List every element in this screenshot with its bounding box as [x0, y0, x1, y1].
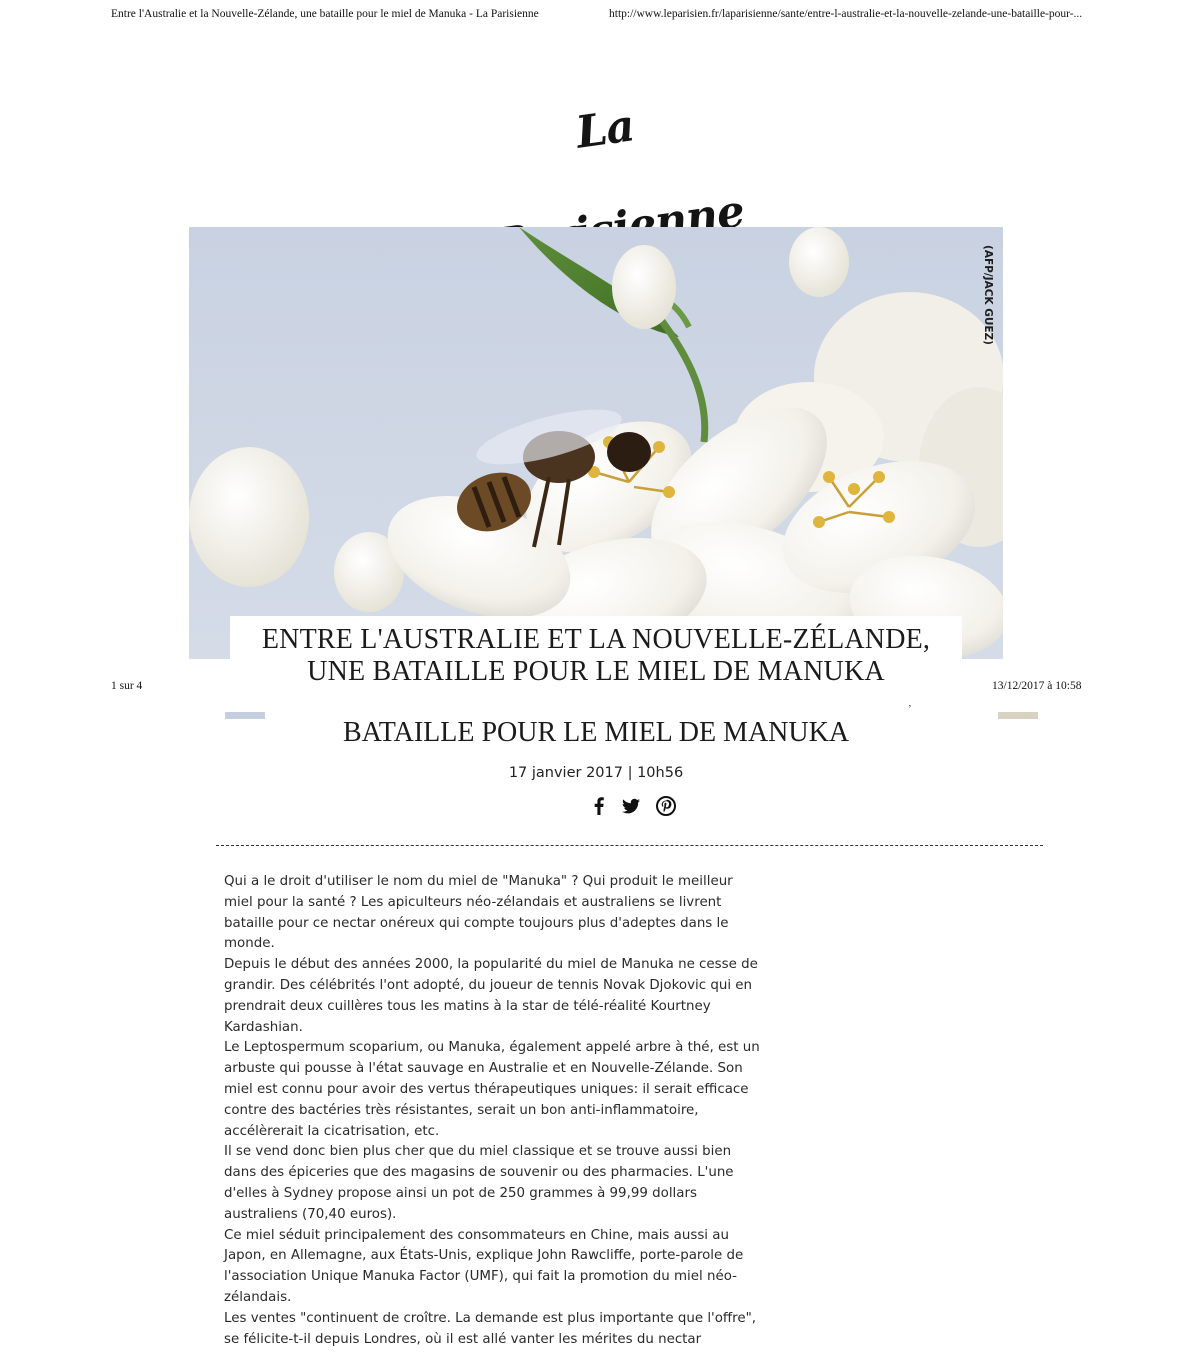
image-remnant-right — [998, 712, 1038, 719]
text-remnant-tick: ’ — [908, 703, 912, 715]
article-body — [224, 872, 764, 1350]
article-paragraph: Les ventes "continuent de croître. La demande est plus importante que l'offre", se félicite-t-il depuis Londres, où il est allé vanter les mérites du nectar — [224, 1310, 757, 1347]
site-logo[interactable]: La — [572, 100, 637, 159]
hero-image — [189, 227, 1003, 659]
print-footer-datetime: 13/12/2017 à 10:58 — [992, 680, 1082, 692]
print-header-url[interactable]: http://www.leparisien.fr/laparisienne/sante/entre-l-australie-et-la-nouvelle-zelande-une-bataille-pour-... — [609, 8, 1083, 20]
article-paragraph: Ce miel séduit principalement des consommateurs en Chine, mais aussi au Japon, en Allemagne, aux États-Unis, explique John Rawcliffe, porte-parole de l'association Unique Manuka Factor (UMF), qui fait la promotion du miel néo-zélandais. — [224, 1227, 744, 1305]
headline-box — [230, 616, 962, 696]
article-paragraph: Il se vend donc bien plus cher que du miel classique et se trouve aussi bien dans des épiceries que des magasins de souvenir ou des pharmacies. L'une d'elles à Sydney propose ainsi un pot de 250 grammes à 99,99 dollars australiens (70,40 euros). — [224, 1144, 734, 1222]
print-header-title: Entre l'Australie et la Nouvelle-Zélande, une bataille pour le miel de Manuka - La Parisienne — [111, 8, 539, 20]
pinterest-icon — [654, 794, 678, 818]
share-twitter-button[interactable] — [619, 794, 643, 818]
share-pinterest-button[interactable] — [654, 794, 678, 818]
article-headline: ENTRE L'AUSTRALIE ET LA NOUVELLE-ZÉLANDE, UNE BATAILLE POUR LE MIEL DE MANUKA — [261, 624, 931, 687]
facebook-icon — [587, 794, 611, 818]
share-facebook-button[interactable] — [587, 794, 611, 818]
photo-credit — [975, 243, 1001, 347]
print-footer-page: 1 sur 4 — [111, 680, 143, 692]
twitter-icon — [619, 794, 643, 818]
article-paragraph: Le Leptospermum scoparium, ou Manuka, également appelé arbre à thé, est un arbuste qui pousse à l'état sauvage en Australie et en Nouvelle-Zélande. Son miel est connu pour avoir des vertus thérapeutiques uniques: il serait efficace contre des bactéries très résistantes, serait un bon anti-inflammatoire, accélèrerait la cicatrisation, etc. — [224, 1040, 760, 1139]
article-paragraph: Qui a le droit d'utiliser le nom du miel de "Manuka" ? Qui produit le meilleur miel pour la santé ? Les apiculteurs néo-zélandais et australiens se livrent bataille pour ce nectar onéreux qui compte toujours plus d'adeptes dans le monde. — [224, 874, 733, 952]
article-headline-continued: BATAILLE POUR LE MIEL DE MANUKA — [342, 717, 850, 748]
section-divider — [216, 845, 1043, 846]
share-bar — [582, 794, 682, 818]
article-date: 17 janvier 2017 | 10h56 — [508, 765, 684, 781]
article-paragraph: Depuis le début des années 2000, la popularité du miel de Manuka ne cesse de grandir. Des célébrités l'ont adopté, du joueur de tennis Novak Djokovic qui en prendrait deux cuillères tous les matins à la star de télé-réalité Kourtney Kardashian. — [224, 957, 758, 1035]
photo-credit-text: (AFP/JACK GUEZ) — [982, 245, 994, 345]
